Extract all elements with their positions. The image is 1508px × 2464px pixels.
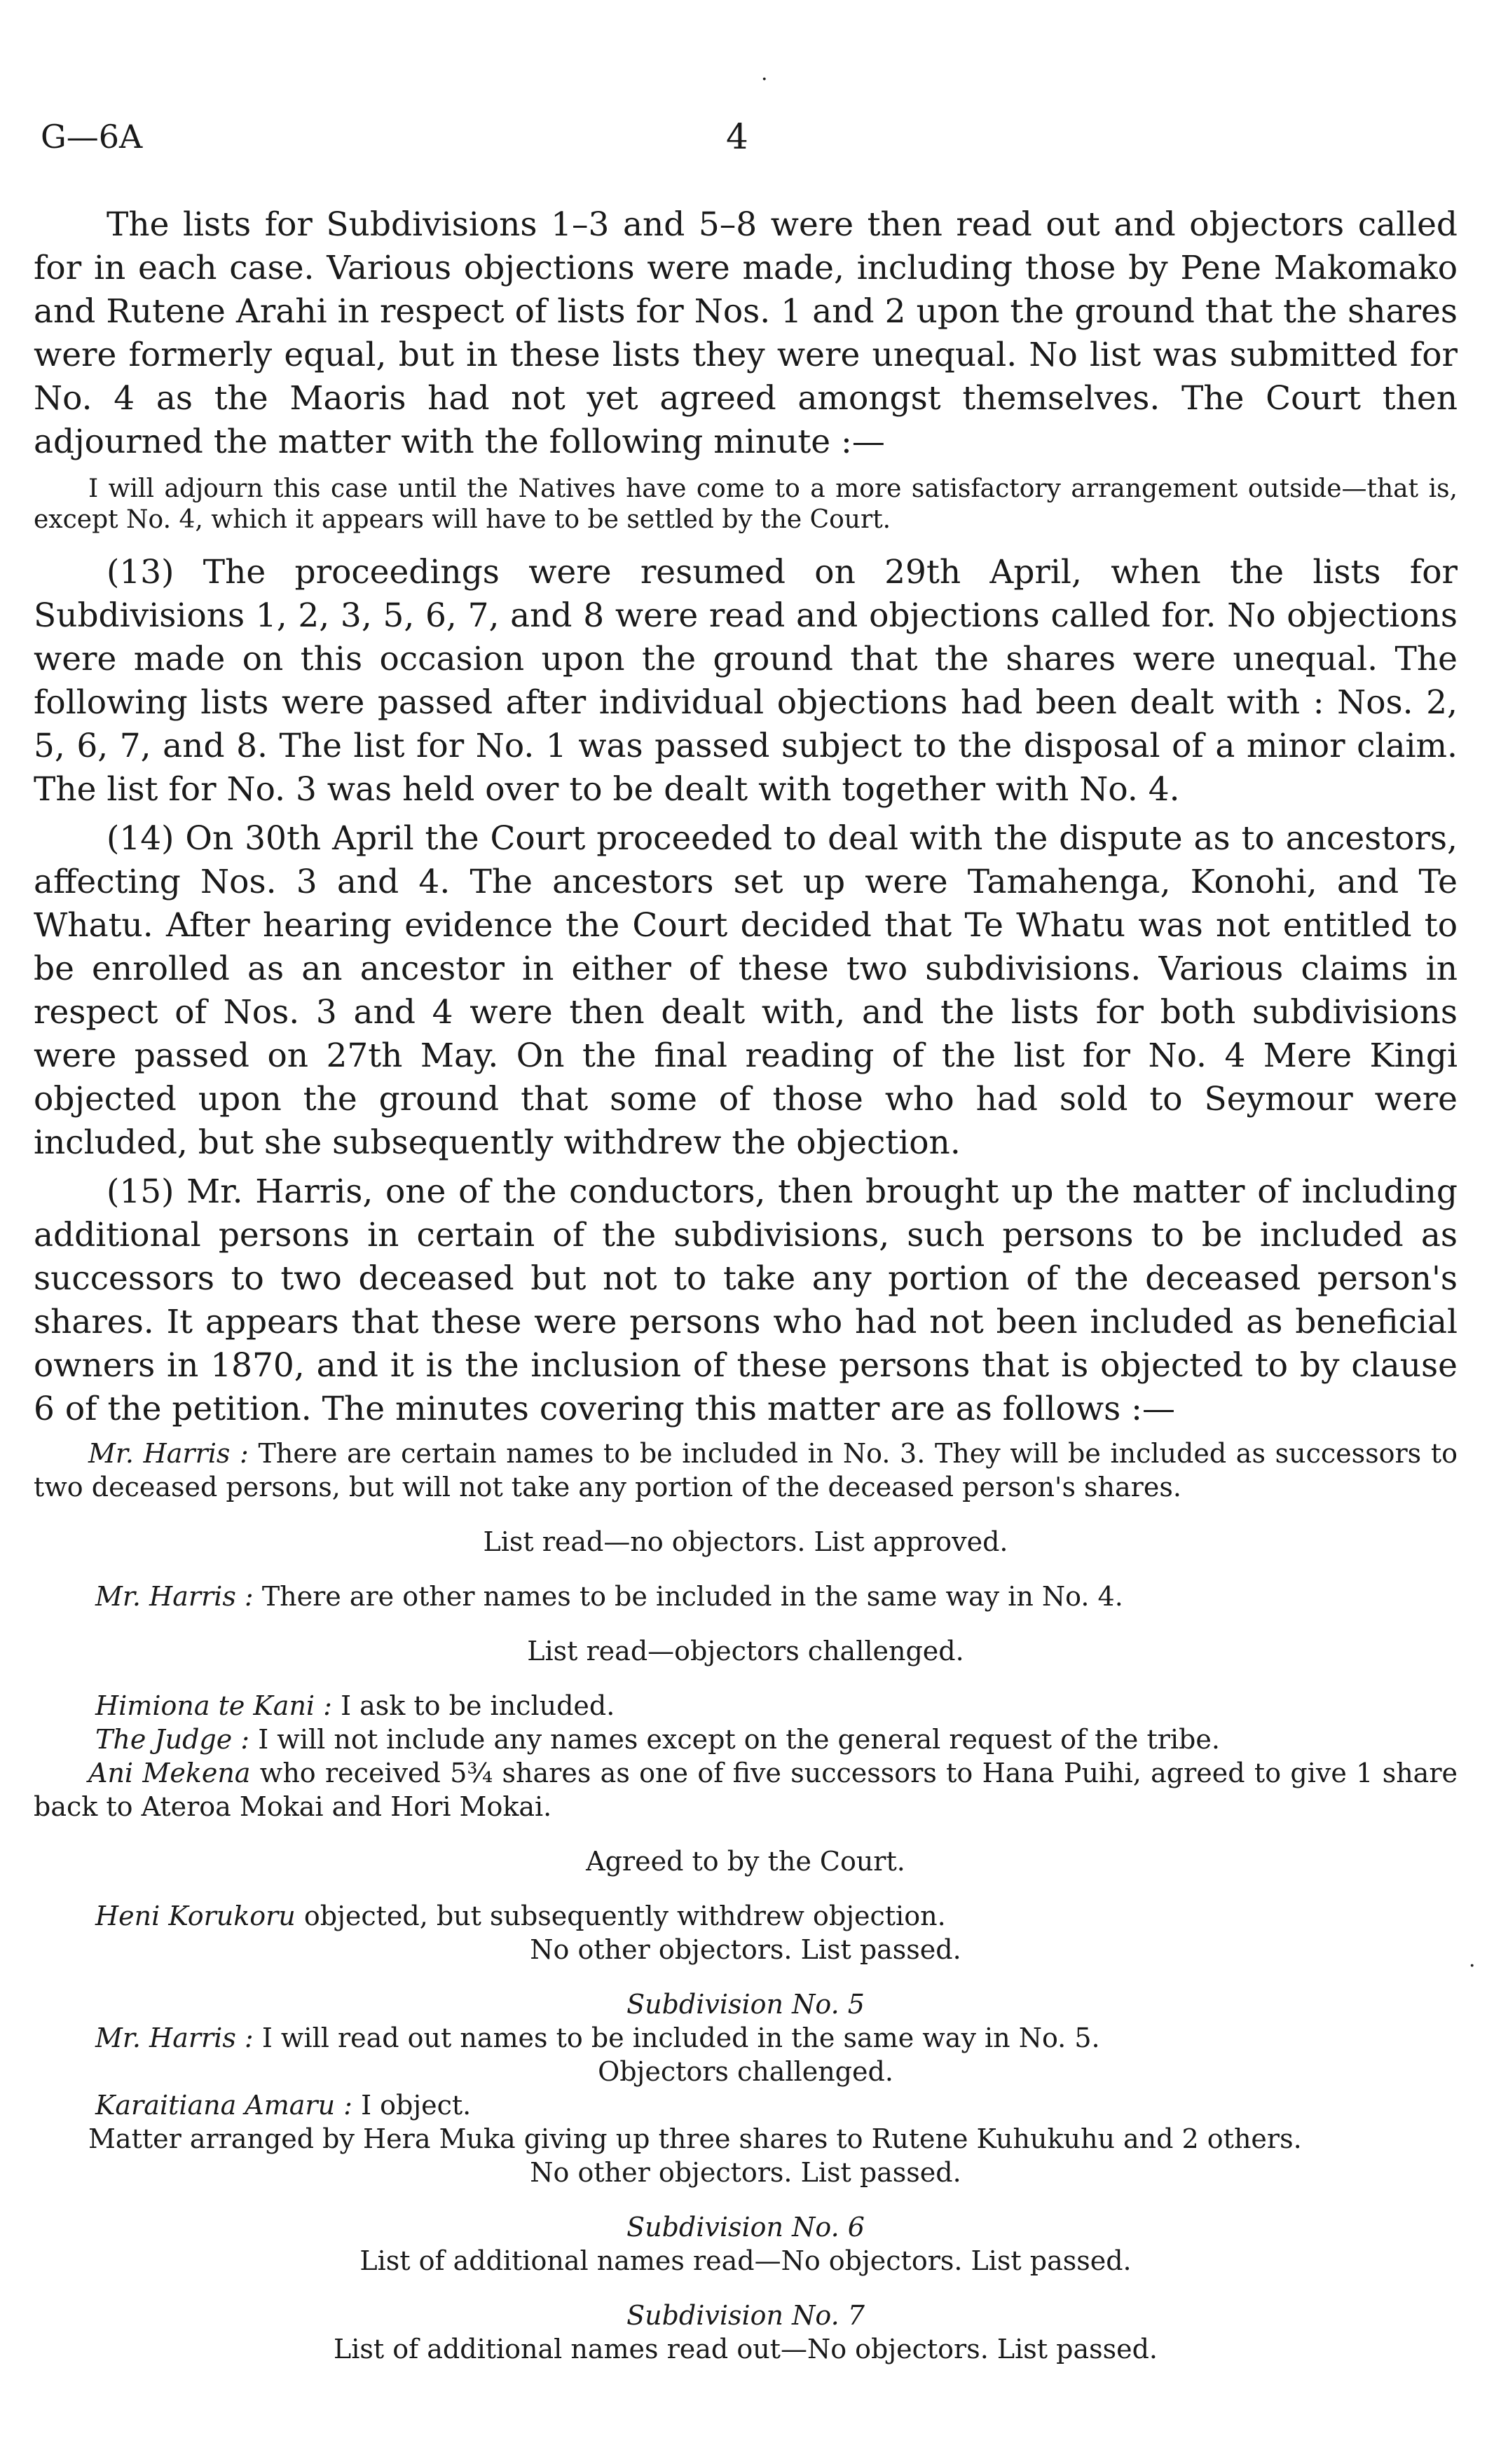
minute-text: I ask to be included. [341, 1690, 615, 1721]
minute-ani-mekena [34, 1756, 1458, 1823]
speaker-name: Mr. Harris : [95, 1581, 254, 1612]
minute-text: There are other names to be included in the same way in No. 4. [261, 1581, 1123, 1612]
subdivision-5-heading: Subdivision No. 5 [626, 1989, 865, 2020]
minute-text: I object. [361, 2090, 472, 2121]
subdivision-7-heading: Subdivision No. 7 [626, 2300, 865, 2331]
speaker-name: Mr. Harris : [95, 2022, 254, 2053]
minute-text: who received 5¾ shares as one of five successors to Hana Puihi, agreed to give 1 share back to Ateroa Mokai and Hori Mokai. [34, 1758, 1458, 1822]
minute-harris-no4 [34, 1580, 1458, 1613]
speaker-name: The Judge : [95, 1724, 250, 1755]
minute-text: I will not include any names except on the general request of the tribe. [258, 1724, 1220, 1755]
court-minute-adjourn: I will adjourn this case until the Natives have come to a more satisfactory arrangement outside—that is, except No. 4, which it appears will have to be settled by the Court. [34, 474, 1458, 534]
subdivision-6-heading: Subdivision No. 6 [626, 2212, 865, 2243]
minute-karaitiana [34, 2088, 1458, 2122]
minute-text: objected, but subsequently withdrew objection. [303, 1901, 946, 1931]
minute-list-passed: No other objectors. List passed. [530, 1934, 961, 1965]
minute-subdivision-6: List of additional names read—No objectors. List passed. [359, 2245, 1132, 2276]
minute-judge [34, 1723, 1458, 1756]
stray-mark: · [1469, 1954, 1476, 1978]
minute-objectors-challenged: List read—objectors challenged. [527, 1636, 964, 1666]
minute-text: I will read out names to be included in the same way in No. 5. [261, 2022, 1100, 2053]
paragraph-lists-read: The lists for Subdivisions 1–3 and 5–8 were then read out and objectors called for in each case. Various objections were made, including those by Pene Makomako and Rutene Arahi in respect of lists for Nos. 1 and 2 upon the ground that the shares were formerly equal, but in these lists they were unequal. No list was submitted for No. 4 as the Maoris had not yet agreed amongst themselves. The Court then adjourned the matter with the following minute :— [34, 205, 1458, 461]
speaker-name: Mr. Harris : [88, 1438, 249, 1469]
person-name: Heni Korukoru [95, 1901, 296, 1931]
minute-text: There are certain names to be included in No. 3. They will be included as successors to two deceased persons, but will not take any portion of the deceased person's shares. [34, 1438, 1458, 1503]
minute-harris-no5 [34, 2021, 1458, 2055]
speaker-name: Himiona te Kani : [95, 1690, 332, 1721]
minute-list-approved: List read—no objectors. List approved. [483, 1526, 1008, 1557]
paragraph-14: (14) On 30th April the Court proceeded to deal with the dispute as to ancestors, affecting Nos. 3 and 4. The ancestors set up were Tamahenga, Konohi, and Te Whatu. After hearing evidence the Court decided that Te Whatu was not entitled to be enrolled as an ancestor in either of these two subdivisions. Various claims in respect of Nos. 3 and 4 were then dealt with, and the lists for both subdivisions were passed on 27th May. On the final reading of the list for No. 4 Mere Kingi objected upon the ground that some of those who had sold to Seymour were included, but she subsequently withdrew the objection. [34, 819, 1458, 1162]
minute-objectors-challenged-5: Objectors challenged. [598, 2056, 893, 2087]
paragraph-15: (15) Mr. Harris, one of the conductors, then brought up the matter of including additional persons in certain of the subdivisions, such persons to be included as successors to two deceased but not to take any portion of the deceased person's shares. It appears that these were persons who had not been included as beneficial owners in 1870, and it is the inclusion of these persons that is objected to by clause 6 of the petition. The minutes covering this matter are as follows :— [34, 1172, 1458, 1428]
minute-agreed: Agreed to by the Court. [586, 1846, 905, 1877]
document-reference: G—6A [41, 118, 143, 156]
minute-subdivision-7: List of additional names read out—No objectors. List passed. [334, 2334, 1158, 2364]
speaker-name: Karaitiana Amaru : [95, 2090, 352, 2121]
minute-hera-muka: Matter arranged by Hera Muka giving up three shares to Rutene Kuhukuhu and 2 others. [88, 2123, 1302, 2154]
minute-heni-korukoru [34, 1899, 1458, 1933]
person-name: Ani Mekena [88, 1758, 251, 1788]
document-body [34, 203, 1458, 2366]
paragraph-13: (13) The proceedings were resumed on 29th April, when the lists for Subdivisions 1, 2, 3, 5, 6, 7, and 8 were read and objections called for. No objections were made on this occasion upon the ground that the shares were unequal. The following lists were passed after individual objections had been dealt with : Nos. 2, 5, 6, 7, and 8. The list for No. 1 was passed subject to the disposal of a minor claim. The list for No. 3 was held over to be dealt with together with No. 4. [34, 553, 1458, 809]
minute-harris-no3 [34, 1437, 1458, 1504]
minute-list-passed-5: No other objectors. List passed. [530, 2157, 961, 2188]
stray-mark: · [761, 67, 768, 92]
page-number: 4 [726, 116, 748, 157]
minute-himiona [34, 1689, 1458, 1723]
